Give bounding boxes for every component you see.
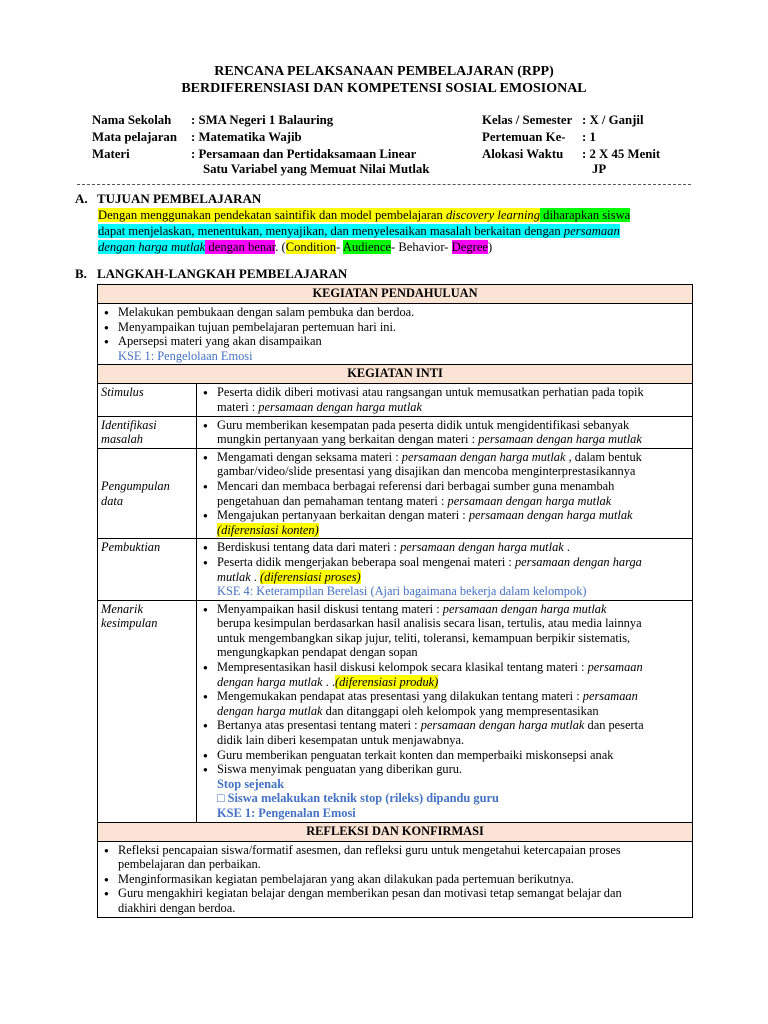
table-row (98, 384, 693, 416)
document-page: RENCANA PELAKSANAAN PEMBELAJARAN (RPP) BERDIFERENSIASI DAN KOMPETENSI SOSIAL EMOSIONAL Nama Sekolah : SMA Negeri 1 Balauring Mata pelajaran : Matematika Wajib Materi : Persamaan dan Pertidaksamaan Linear Satu Variabel yang Memuat Nilai Mutlak Kelas / Semester : X / Ganjil Pertemuan Ke- : 1 Alokasi Waktu : 2 X 45 Menit JP A. TUJUAN PEMBELAJARAN Dengan menggunakan pendekatan saintifik dan model pembelajaran discovery learning diharapkan siswa dapat menjelaskan, menentukan, menyajikan, dan menyelesaikan masalah berkaitan dengan persamaan dengan harga mutlak dengan benar. (Condition- Audience- Behavior- Degree) B. LANGKAH-LANGKAH PEMBELAJARAN KEGIATAN PENDAHULUAN ● Melakukan pembukaan dengan salam pembuka dan berdoa. ● Menyampaikan tujuan pembelajaran pertemuan hari ini. ● Apersepsi materi yang akan disampaikan KSE 1: Pengelolaan Emosi KEGIATAN INTI Stimulus ● Peserta didik diberi motivasi atau rangsangan untuk memusatkan perhatian pada topik materi : persamaan dengan harga mutlak Identifikasi masalah ● Guru memberikan kesempatan pada peserta didik untuk mengidentifikasi sebanyak mungkin pertanyaan yang berkaitan dengan materi : persamaan dengan harga mutlak Pengumpulan data ● Mengamati dengan seksama materi : persamaan dengan harga mutlak , dalam bentuk gambar/video/slide presentasi yang disajikan dan mencoba menginterprestasikannya ● Mencari dan membaca berbagai referensi dari berbagai sumber guna menambah pengetahuan dan pemahaman tentang materi : persamaan dengan harga mutlak ● Mengajukan pertanyaan berkaitan dengan materi : persamaan dengan harga mutlak (diferensiasi konten) Pembuktian ● Berdiskusi tentang data dari materi : persamaan dengan harga mutlak . ● Peserta didik mengerjakan beberapa soal mengenai materi : persamaan dengan harga mutlak . (diferensiasi proses) KSE 4: Keterampilan Berelasi (Ajari bagaimana bekerja dalam kelompok) Menarik kesimpulan ● Menyampaikan hasil diskusi tentang materi : persamaan dengan harga mutlak berupa kesimpulan berdasarkan hasil analisis secara lisan, tertulis, atau media lainnya untuk mengembangkan sikap jujur, teliti, toleransi, kemampuan berpikir sistematis, mengungkapkan pendapat dengan sopan ● Mempresentasikan hasil diskusi kelompok secara klasikal tentang materi : persamaan dengan harga mutlak . .(diferensiasi produk) ● Mengemukakan pendapat atas presentasi yang dilakukan tentang materi : persamaan dengan harga mutlak dan ditanggapi oleh kelompok yang mempresentasikan ● Bertanya atas presentasi tentang materi : persamaan dengan harga mutlak dan peserta didik lain diberi kesempatan untuk menjawabnya. ● Guru memberikan penguatan terkait konten dan memperbaiki miskonsepsi anak ● Siswa menyimak penguatan yang diberikan guru. Stop sejenak □ Siswa melakukan teknik stop (rileks) dipandu guru KSE 1: Pengenalan Emosi REFLEKSI DAN KONFIRMASI ● Refleksi pencapaian siswa/formatif asesmen, dan refleksi guru untuk mengetahui ketercapaian proses pembelajaran dan perbaikan. ● Menginformasikan kegiatan pembelajaran yang akan dilakukan pada pertemuan berikutnya. ● Guru mengakhiri kegiatan belajar dengan memberikan pesan dan motivasi tetap semangat belajar dan diakhiri dengan berdoa. (0, 0, 768, 1024)
subject-value: : Matematika Wajib (191, 130, 302, 144)
list-item: ● Peserta didik diberi motivasi atau rangsangan untuk memusatkan perhatian pada topik materi : persamaan dengan harga mutlak (200, 385, 689, 414)
list-item: ● Melakukan pembukaan dengan salam pembuka dan berdoa. (101, 305, 689, 320)
school-value: : SMA Negeri 1 Balauring (191, 113, 334, 127)
kse-note: KSE 1: Pengelolaan Emosi (118, 348, 253, 363)
list-item: ● Bertanya atas presentasi tentang materi : persamaan dengan harga mutlak dan peserta didik lain diberi kesempatan untuk menjawabnya. (200, 718, 689, 747)
class-value: : X / Ganjil (582, 113, 644, 127)
material-value: : Persamaan dan Pertidaksamaan Linear (191, 147, 417, 161)
core-header: KEGIATAN INTI (98, 365, 693, 384)
phase-label: Menarik kesimpulan (98, 600, 197, 822)
divider (77, 184, 691, 185)
time-value-cont: JP (592, 162, 607, 176)
table-row (98, 539, 693, 600)
class-label: Kelas / Semester (482, 113, 573, 127)
list-item: ● Peserta didik mengerjakan beberapa soal mengenai materi : persamaan dengan harga mutlak . (diferensiasi proses) (200, 555, 689, 584)
list-item: ● Mengamati dengan seksama materi : persamaan dengan harga mutlak , dalam bentuk gambar/video/slide presentasi yang disajikan dan mencoba menginterprestasikannya (200, 450, 689, 479)
phase-content (197, 600, 693, 822)
stop-note: Stop sejenak (217, 776, 285, 791)
phase-label: Pembuktian (98, 539, 197, 600)
list-item: ● Guru memberikan kesempatan pada peserta didik untuk mengidentifikasi sebanyak mungkin pertanyaan yang berkaitan dengan materi : persamaan dengan harga mutlak (200, 418, 689, 447)
list-item: ● Apersepsi materi yang akan disampaikan (101, 334, 689, 349)
list-item: ● Mengajukan pertanyaan berkaitan dengan materi : persamaan dengan harga mutlak (diferensiasi konten) (200, 508, 689, 537)
material-value-cont: Satu Variabel yang Memuat Nilai Mutlak (203, 162, 430, 176)
time-label: Alokasi Waktu (482, 147, 564, 161)
meeting-value: : 1 (582, 130, 596, 144)
phase-label: Identifikasi masalah (98, 416, 197, 448)
table-row (98, 600, 693, 822)
phase-label: Pengumpulan data (98, 448, 197, 539)
list-item: ● Menginformasikan kegiatan pembelajaran yang akan dilakukan pada pertemuan berikutnya. (101, 872, 689, 887)
reflection-header: REFLEKSI DAN KONFIRMASI (98, 822, 693, 841)
list-item: ● Menyampaikan hasil diskusi tentang materi : persamaan dengan harga mutlak berupa kesimpulan berdasarkan hasil analisis secara lisan, tertulis, atau media lainnya untuk mengembangkan sikap jujur, teliti, toleransi, kemampuan berpikir sistematis, mengungkapkan pendapat dengan sopan (200, 602, 689, 660)
list-item: ● Berdiskusi tentang data dari materi : persamaan dengan harga mutlak . (200, 540, 689, 555)
list-item: ● Mengemukakan pendapat atas presentasi yang dilakukan tentang materi : persamaan dengan harga mutlak dan ditanggapi oleh kelompok yang mempresentasikan (200, 689, 689, 718)
list-item: ● Guru memberikan penguatan terkait konten dan memperbaiki miskonsepsi anak (200, 748, 689, 763)
phase-content (197, 384, 693, 416)
list-item: ● Siswa menyimak penguatan yang diberikan guru. (200, 762, 689, 777)
list-item: ● Menyampaikan tujuan pembelajaran pertemuan hari ini. (101, 320, 689, 335)
list-item: ● Mempresentasikan hasil diskusi kelompok secara klasikal tentang materi : persamaan dengan harga mutlak . .(diferensiasi produk) (200, 660, 689, 689)
subject-label: Mata pelajaran (92, 130, 177, 144)
list-item: ● Mencari dan membaca berbagai referensi dari berbagai sumber guna menambah pengetahuan dan pemahaman tentang materi : persamaan dengan harga mutlak (200, 479, 689, 508)
table-row (98, 448, 693, 539)
opening-header: KEGIATAN PENDAHULUAN (98, 285, 693, 304)
phase-label: Stimulus (98, 384, 197, 416)
material-label: Materi (92, 147, 130, 161)
kse-note: KSE 1: Pengenalan Emosi (217, 806, 356, 820)
time-value: : 2 X 45 Menit (582, 147, 661, 161)
phase-content (197, 539, 693, 600)
list-item: ● Guru mengakhiri kegiatan belajar dengan memberikan pesan dan motivasi tetap semangat belajar dan diakhiri dengan berdoa. (101, 886, 689, 915)
document-subtitle: BERDIFERENSIASI DAN KOMPETENSI SOSIAL EMOSIONAL (181, 81, 587, 96)
meeting-label: Pertemuan Ke- (482, 130, 566, 144)
list-item: ● Refleksi pencapaian siswa/formatif asesmen, dan refleksi guru untuk mengetahui ketercapaian proses pembelajaran dan perbaikan. (101, 843, 689, 872)
school-label: Nama Sekolah (92, 113, 172, 127)
stop-instruction: □ Siswa melakukan teknik stop (rileks) dipandu guru (217, 791, 499, 806)
phase-content (197, 416, 693, 448)
opening-cell (98, 304, 693, 365)
reflection-cell (98, 841, 693, 917)
kse-note: KSE 4: Keterampilan Berelasi (Ajari bagaimana bekerja dalam kelompok) (217, 584, 587, 599)
learning-steps-table (97, 284, 693, 918)
phase-content (197, 448, 693, 539)
document-title: RENCANA PELAKSANAAN PEMBELAJARAN (RPP) (214, 64, 554, 79)
table-row (98, 416, 693, 448)
learning-objective: Dengan menggunakan pendekatan saintifik dan model pembelajaran discovery learning diharapkan siswa dapat menjelaskan, menentukan, menyajikan, dan menyelesaikan masalah berkaitan dengan persamaan dengan harga mutlak dengan benar. (Condition- Audience- Behavior- Degree) (98, 208, 631, 254)
